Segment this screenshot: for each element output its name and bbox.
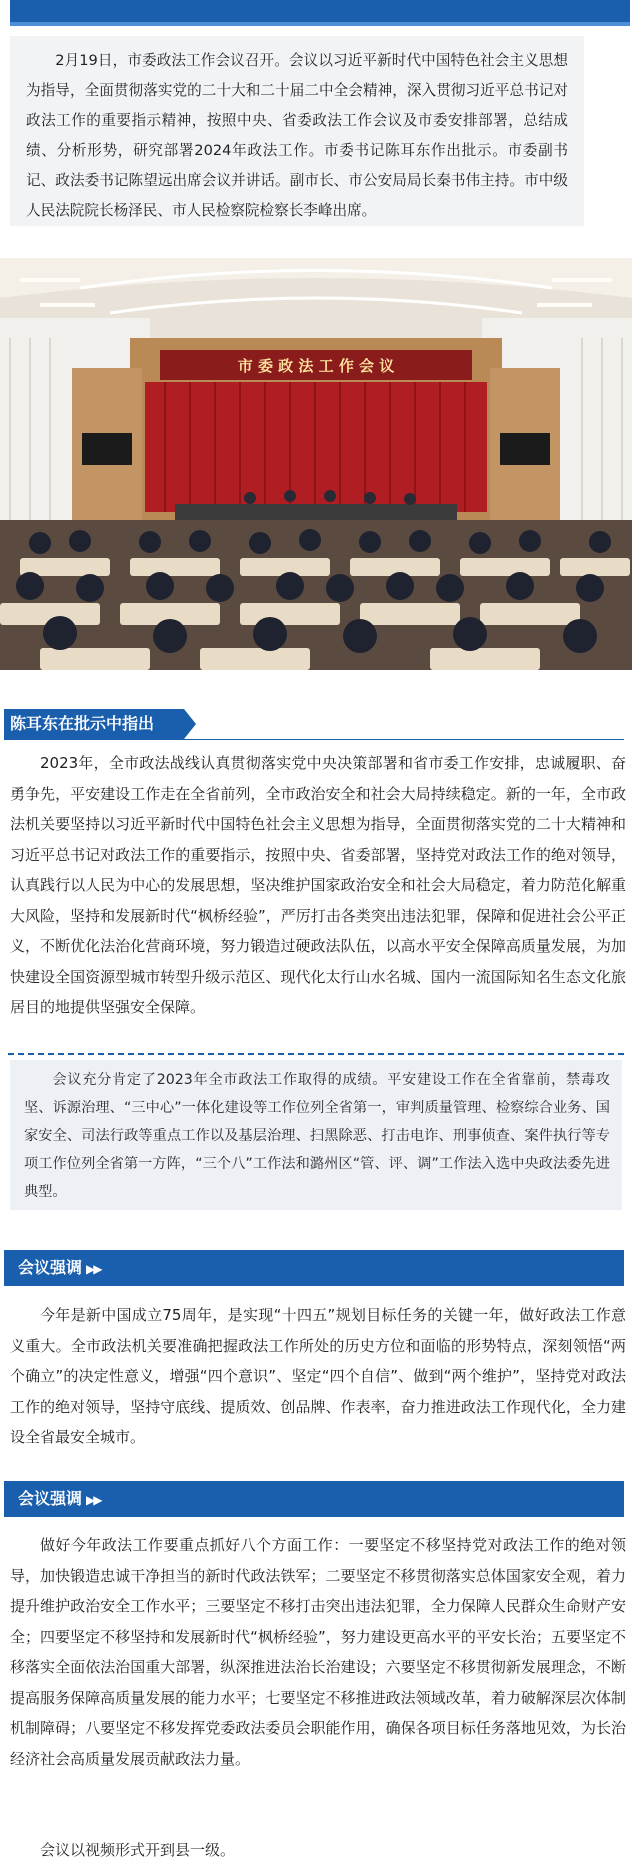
section1-header-arrow [184,709,196,739]
section3-header [4,1481,624,1517]
summary-paragraph: 会议充分肯定了2023年全市政法工作取得的成绩。平安建设工作在全省靠前，禁毒攻坚、诉源治理、“三中心”一体化建设等工作位列全省第一，审判质量管理、检察综合业务、国家安全、司法行政等重点工作以及基层治理、扫黑除恶、打击电诈、刑事侦查、案件执行等专项工作位列全省第一方阵，“三个八”工作法和潞州区“管、评、调”工作法入选中央政法委先进典型。 [24,1072,610,1200]
section1-paragraph: 2023年，全市政法战线认真贯彻落实党中央决策部署和省市委工作安排，忠诚履职、奋勇争先，平安建设工作走在全省前列，全市政治安全和社会大局持续稳定。新的一年，全市政法机关要坚持以习近平新时代中国特色社会主义思想为指导，全面贯彻落实党的二十大精神和习近平总书记对政法工作的重要指示，按照中央、省委部署，坚持党对政法工作的绝对领导，认真践行以人民为中心的发展思想，坚决维护国家政治安全和社会大局稳定，着力防范化解重大风险，坚持和发展新时代“枫桥经验”，严厉打击各类突出违法犯罪，保障和促进社会公平正义，不断优化法治化营商环境，努力锻造过硬政法队伍，以高水平安全保障高质量发展，为加快建设全国资源型城市转型升级示范区、现代化太行山水名城、国内一流国际知名生态文化旅居目的地提供坚强安全保障。 [10,754,626,1016]
intro-panel [10,36,584,226]
section2-header [4,1250,624,1286]
closing-paragraph: 会议以视频形式开到县一级。 [40,1841,236,1859]
section1-underline [4,739,624,740]
section2-body [10,1300,626,1453]
meeting-photo [0,258,632,670]
closing-note [10,1835,626,1865]
banner-text: 市 委 政 法 工 作 会 议 [237,357,395,375]
top-banner-bar [10,0,630,26]
section2-header-label: 会议强调 [18,1258,83,1277]
summary-box [10,1060,622,1210]
section3-body [10,1530,626,1774]
double-arrow-icon: ▶▶ [86,1493,101,1507]
dashed-divider [8,1053,624,1055]
section1-body [10,748,626,1023]
double-arrow-icon: ▶▶ [86,1262,101,1276]
section3-header-label: 会议强调 [18,1489,83,1508]
section3-paragraph: 做好今年政法工作要重点抓好八个方面工作：一要坚定不移坚持党对政法工作的绝对领导，加快锻造忠诚干净担当的新时代政法铁军；二要坚定不移贯彻落实总体国家安全观，着力提升维护政治安全工作水平；三要坚定不移打击突出违法犯罪，全力保障人民群众生命财产安全；四要坚定不移坚持和发展新时代“枫桥经验”，努力建设更高水平的平安长治；五要坚定不移落实全面依法治国重大部署，纵深推进法治长治建设；六要坚定不移贯彻新发展理念，不断提高服务保障高质量发展的能力水平；七要坚定不移推进政法领域改革，着力破解深层次体制机制障碍；八要坚定不移发挥党委政法委员会职能作用，确保各项目标任务落地见效，为长治经济社会高质量发展贡献政法力量。 [10,1536,626,1768]
intro-paragraph: 2月19日，市委政法工作会议召开。会议以习近平新时代中国特色社会主义思想为指导，全面贯彻落实党的二十大和二十届二中全会精神，深入贯彻习近平总书记对政法工作的重要指示精神，按照中央、省委政法工作会议及市委安排部署，总结成绩、分析形势，研究部署2024年政法工作。市委书记陈耳东作出批示。市委副书记、政法委书记陈望远出席会议并讲话。副市长、市公安局局长秦书伟主持。市中级人民法院院长杨泽民、市人民检察院检察长李峰出席。 [26,52,568,219]
section2-paragraph: 今年是新中国成立75周年，是实现“十四五”规划目标任务的关键一年，做好政法工作意义重大。全市政法机关要准确把握政法工作所处的历史方位和面临的形势特点，深刻领悟“两个确立”的决定性意义，增强“四个意识”、坚定“四个自信”、做到“两个维护”，坚持党对政法工作的绝对领导，坚持守底线、提质效、创品牌、作表率，奋力推进政法工作现代化，全力建设全省最安全城市。 [10,1306,626,1446]
section1-header: 陈耳东在批示中指出 [4,709,184,739]
